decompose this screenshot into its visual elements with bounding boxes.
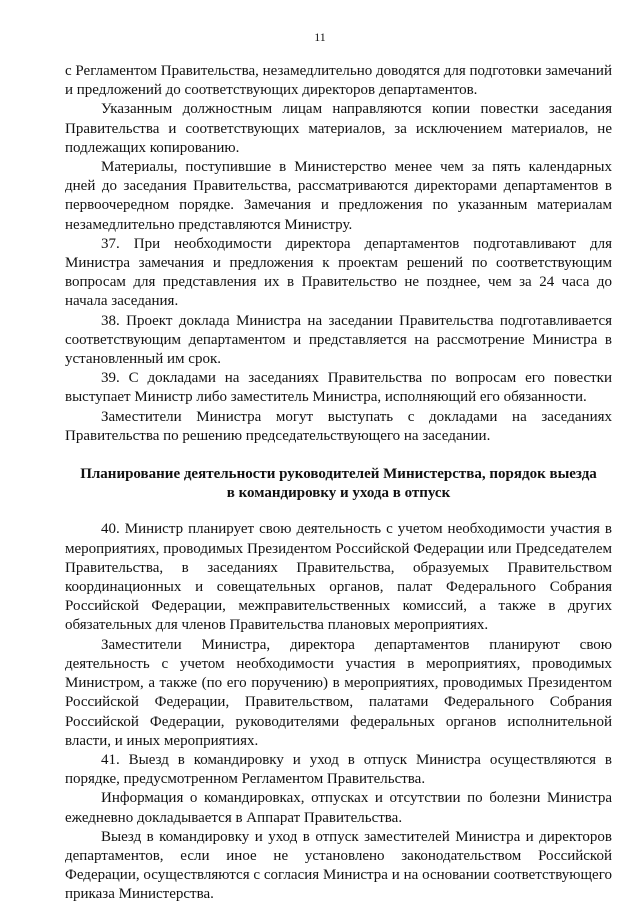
section-heading [65,465,612,503]
section-heading-line-1: Планирование деятельности руководителей Министерства, порядок выезда [80,466,597,483]
section-heading-line-2: в командировку и ухода в отпуск [226,485,451,502]
page-number: 11 [314,30,326,44]
paragraph-deputies-travel: Выезд в командировку и уход в отпуск заместителей Министра и директоров департаментов, если иное не установлено законодательством Российской Федерации, осуществляются с согласия Министра и на основании соответствующего приказа Министерства. [65,828,612,903]
paragraph-continuation: с Регламентом Правительства, незамедлительно доводятся для подготовки замечаний и предложений до соответствующих директоров департаментов. [65,63,612,99]
paragraph-39: 39. С докладами на заседаниях Правительства по вопросам его повестки выступает Министр либо заместитель Министра, исполняющий его обязанности. [65,370,612,406]
paragraph-38: 38. Проект доклада Министра на заседании Правительства подготавливается соответствующим департаментом и представляется на рассмотрение Министра в установленный им срок. [65,312,612,368]
paragraph-absence-info: Информация о командировках, отпусках и отсутствии по болезни Министра ежедневно докладывается в Аппарат Правительства. [65,790,612,826]
paragraph-late-materials: Материалы, поступившие в Министерство менее чем за пять календарных дней до заседания Правительства, рассматриваются директорами департаментов в первоочередном порядке. Замечания и предложения по указанным материалам незамедлительно представляются Министру. [65,159,612,233]
paragraph-41: 41. Выезд в командировку и уход в отпуск Министра осуществляются в порядке, предусмотренном Регламентом Правительства. [65,751,612,788]
paragraph-copies: Указанным должностным лицам направляются копии повестки заседания Правительства и соответствующих материалов, за исключением материалов, не подлежащих копированию. [65,101,612,156]
paragraph-deputies-reports: Заместители Министра могут выступать с докладами на заседаниях Правительства по решению председательствующего на заседании. [65,408,612,444]
document-body [65,62,612,905]
paragraph-deputies-planning: Заместители Министра, директора департаментов планируют свою деятельность с учетом необходимости участия в мероприятиях, проводимых Министром, а также (по его поручению) в мероприятиях, проводимых Президентом Российской Федерации, Правительством, палатами Федерального Собрания Российской Федерации, руководителями федеральных органов исполнительной власти, и иных мероприятиях. [65,636,612,749]
paragraph-40: 40. Министр планирует свою деятельность с учетом необходимости участия в мероприятиях, проводимых Президентом Российской Федерации или Председателем Правительства, в заседаниях Правительства, образуемых Правительством координационных и совещательных органов, палат Федерального Собрания Российской Федерации, межправительственных комиссий, а также в других обязательных для членов Правительства плановых мероприятиях. [65,521,612,634]
paragraph-37: 37. При необходимости директора департаментов подготавливают для Министра замечания и предложения к проектам решений по соответствующим вопросам для представления их в Правительство не позднее, чем за 24 часа до начала заседания. [65,235,612,310]
